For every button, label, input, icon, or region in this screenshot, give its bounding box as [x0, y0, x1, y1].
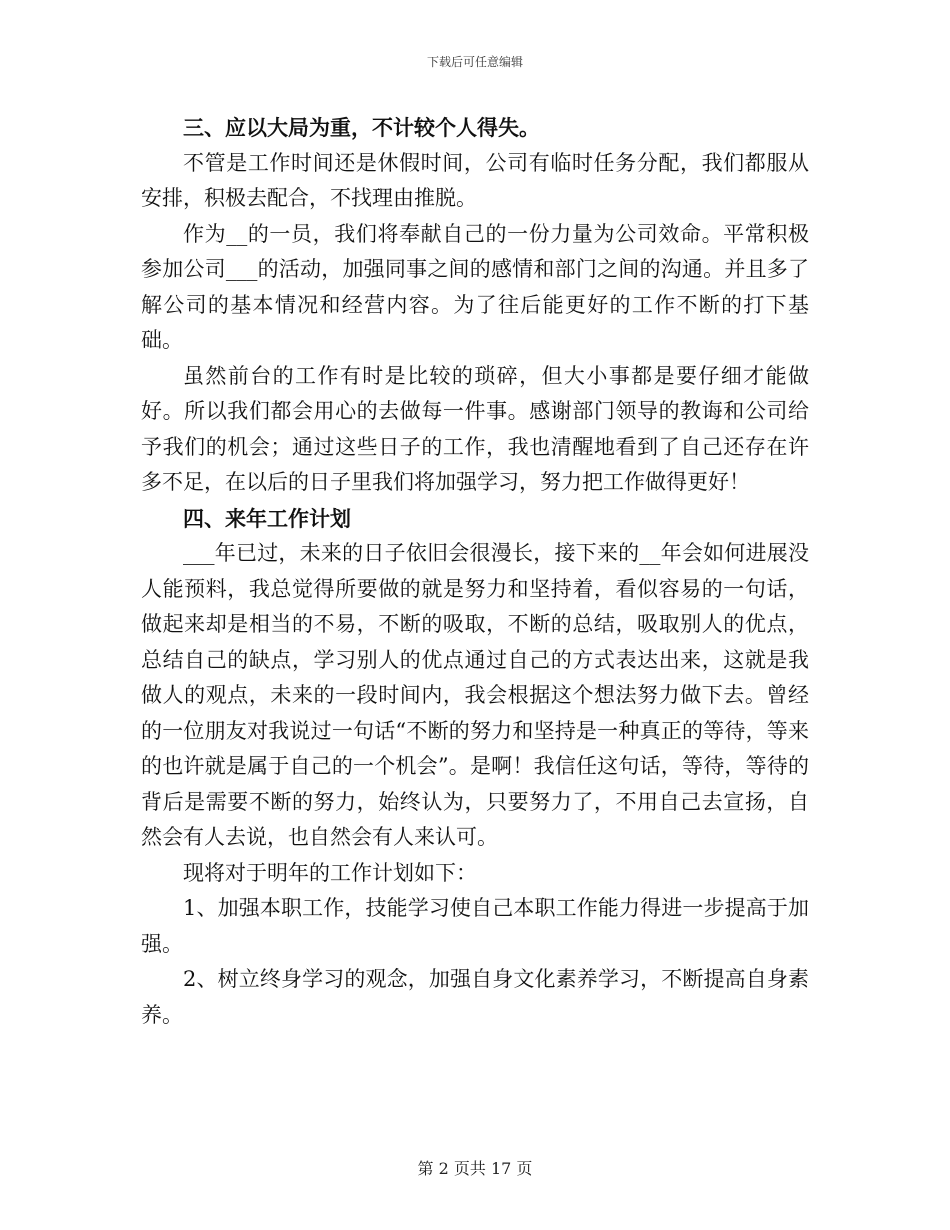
paragraph-4: ___年已过，未来的日子依旧会很漫长，接下来的__年会如何进展没人能预料，我总觉得所要做的就是努力和坚持着，看似容易的一句话，做起来却是相当的不易，不断的吸取，不断的总结，吸取别人的优点，总结自己的缺点，学习别人的优点通过自己的方式表达出来，这就是我做人的观点，未来的一段时间内，我会根据这个想法努力做下去。曾经的一位朋友对我说过一句话“不断的努力和坚持是一种真正的等待，等来的也许就是属于自己的一个机会”。是啊！我信任这句话，等待，等待的背后是需要不断的努力，始终认为，只要努力了，不用自己去宣扬，自然会有人去说，也自然会有人来认可。	[141, 541, 809, 849]
page-footer: 第 2 页共 17 页	[417, 1159, 533, 1178]
section-heading-3: 三、应以大局为重，不计较个人得失。	[183, 115, 540, 140]
page-header: 下载后可任意编辑	[426, 55, 523, 69]
section-heading-4: 四、来年工作计划	[183, 505, 351, 531]
paragraph-3: 虽然前台的工作有时是比较的琐碎，但大小事都是要仔细才能做好。所以我们都会用心的去做每一件事。感谢部门领导的教诲和公司给予我们的机会；通过这些日子的工作，我也清醒地看到了自己还存在许多不足，在以后的日子里我们将加强学习，努力把工作做得更好！	[141, 363, 809, 494]
paragraph-1: 不管是工作时间还是休假时间，公司有临时任务分配，我们都服从安排，积极去配合，不找理由推脱。	[141, 150, 809, 210]
paragraph-5: 现将对于明年的工作计划如下：	[183, 860, 477, 885]
document-body	[141, 110, 809, 1033]
paragraph-7: 2、树立终身学习的观念，加强自身文化素养学习，不断提高自身素养。	[141, 967, 809, 1027]
paragraph-2: 作为__的一员，我们将奉献自己的一份力量为公司效命。平常积极参加公司___的活动，加强同事之间的感情和部门之间的沟通。并且多了解公司的基本情况和经营内容。为了往后能更好的工作不断的打下基础。	[141, 221, 809, 352]
paragraph-6: 1、加强本职工作，技能学习使自己本职工作能力得进一步提高于加强。	[141, 896, 809, 956]
